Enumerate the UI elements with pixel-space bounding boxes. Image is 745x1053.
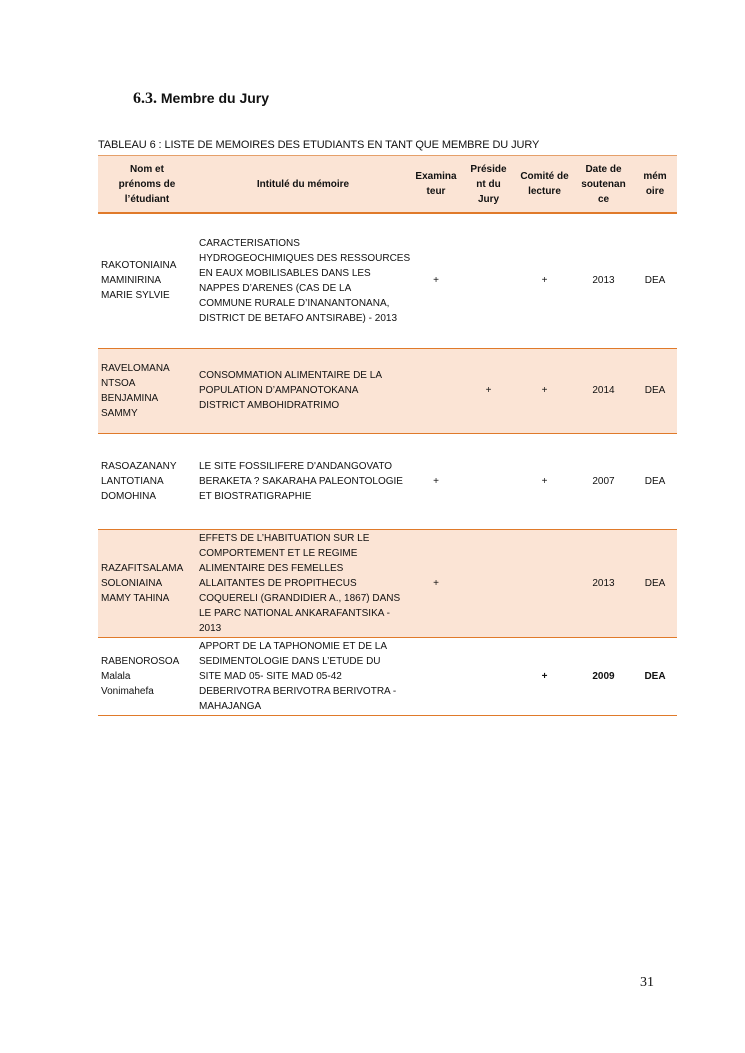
title-line: APPORT DE LA TAPHONOMIE ET DE LA xyxy=(199,640,388,652)
cell-comite: + xyxy=(515,213,574,348)
cell-comite xyxy=(515,529,574,637)
header-line: Nom et xyxy=(130,163,164,175)
table-row xyxy=(98,433,677,529)
title-line: MAHAJANGA xyxy=(199,700,262,712)
cell-name xyxy=(98,529,196,637)
name-line: MAMY TAHINA xyxy=(101,592,170,604)
cell-memoire: DEA xyxy=(633,348,677,433)
title-line: POPULATION D’AMPANOTOKANA xyxy=(199,385,359,396)
title-line: ET BIOSTRATIGRAPHIE xyxy=(199,490,312,502)
title-line: HYDROGEOCHIMIQUES DES RESSOURCES xyxy=(199,252,411,264)
cell-date: 2007 xyxy=(574,433,633,529)
cell-date: 2014 xyxy=(574,348,633,433)
cell-comite: + xyxy=(515,348,574,433)
cell-examinateur: + xyxy=(410,213,462,348)
name-line: SAMMY xyxy=(101,407,138,419)
name-line: MARIE SYLVIE xyxy=(101,290,170,302)
section-title: Membre du Jury xyxy=(160,90,270,106)
title-line: BERAKETA ? SAKARAHA PALEONTOLOGIE xyxy=(199,475,403,487)
header-line: soutenan xyxy=(581,178,626,190)
title-line: CARACTERISATIONS xyxy=(199,237,300,249)
header-date xyxy=(574,156,633,214)
title-line: NAPPES D’ARENES (CAS DE LA xyxy=(199,282,352,294)
title-line: CONSOMMATION ALIMENTAIRE DE LA xyxy=(199,370,382,381)
title-line: SITE MAD 05- SITE MAD 05-42 xyxy=(199,670,342,682)
title-line: SEDIMENTOLOGIE DANS L’ETUDE DU xyxy=(199,655,381,667)
cell-comite: + xyxy=(515,433,574,529)
cell-name xyxy=(98,213,196,348)
header-line: ce xyxy=(597,193,610,205)
header-line: l’étudiant xyxy=(124,193,170,205)
header-line: Préside xyxy=(470,163,507,175)
title-line: COMPORTEMENT ET LE REGIME xyxy=(199,547,358,559)
name-line: RAZAFITSALAMA xyxy=(101,562,184,574)
name-line: RASOAZANANY xyxy=(101,460,177,472)
name-line: Malala xyxy=(101,670,131,682)
table-row xyxy=(98,637,677,715)
title-line: LE PARC NATIONAL ANKARAFANTSIKA - xyxy=(199,607,390,619)
name-line: SOLONIAINA xyxy=(101,577,163,589)
header-line: teur xyxy=(426,186,446,197)
jury-table xyxy=(98,155,677,716)
table-row xyxy=(98,529,677,637)
section-heading xyxy=(133,90,269,108)
cell-date: 2009 xyxy=(574,637,633,715)
title-line: DISTRICT DE BETAFO ANTSIRABE) - 2013 xyxy=(199,312,398,324)
title-line: 2013 xyxy=(199,622,222,634)
header-line: prénoms de xyxy=(118,178,176,190)
title-line: DISTRICT AMBOHIDRATRIMO xyxy=(199,400,340,411)
cell-examinateur: + xyxy=(410,433,462,529)
cell-president xyxy=(462,433,515,529)
header-line: Comité de xyxy=(520,171,569,182)
title-line: COMMUNE RURALE D’INANANTONANA, xyxy=(199,297,390,309)
table-row xyxy=(98,348,677,433)
header-line: Date de xyxy=(585,163,622,175)
cell-comite: + xyxy=(515,637,574,715)
name-line: DOMOHINA xyxy=(101,490,156,502)
header-line: Intitulé du mémoire xyxy=(256,178,350,190)
cell-title xyxy=(196,348,410,433)
title-line: COQUERELI (GRANDIDIER A., 1867) DANS xyxy=(199,592,401,604)
header-line: oire xyxy=(645,186,665,197)
cell-title xyxy=(196,213,410,348)
cell-memoire: DEA xyxy=(633,529,677,637)
header-name xyxy=(98,156,196,214)
cell-date: 2013 xyxy=(574,213,633,348)
name-line: BENJAMINA xyxy=(101,392,159,404)
cell-title xyxy=(196,433,410,529)
name-line: RAKOTONIAINA xyxy=(101,260,177,272)
cell-memoire: DEA xyxy=(633,213,677,348)
title-line: LE SITE FOSSILIFERE D'ANDANGOVATO xyxy=(199,460,393,472)
name-line: NTSOA xyxy=(101,377,136,389)
title-line: ALIMENTAIRE DES FEMELLES xyxy=(199,562,344,574)
cell-president xyxy=(462,529,515,637)
name-line: LANTOTIANA xyxy=(101,475,164,487)
cell-title xyxy=(196,529,410,637)
header-line: Jury xyxy=(477,193,500,205)
header-line: mém xyxy=(643,171,667,182)
name-line: MAMINIRINA xyxy=(101,275,161,287)
name-line: Vonimahefa xyxy=(101,685,154,697)
name-line: RABENOROSOA xyxy=(101,655,180,667)
table-caption: TABLEAU 6 : LISTE DE MEMOIRES DES ETUDIANTS EN TANT QUE MEMBRE DU JURY xyxy=(98,139,540,151)
title-line: EN EAUX MOBILISABLES DANS LES xyxy=(199,267,371,279)
cell-name xyxy=(98,348,196,433)
title-line: EFFETS DE L’HABITUATION SUR LE xyxy=(199,532,370,544)
header-line: lecture xyxy=(528,186,561,197)
cell-name xyxy=(98,637,196,715)
cell-examinateur xyxy=(410,348,462,433)
header-memoire xyxy=(633,156,677,214)
cell-examinateur xyxy=(410,637,462,715)
cell-date: 2013 xyxy=(574,529,633,637)
title-line: ALLAITANTES DE PROPITHECUS xyxy=(199,577,357,589)
cell-name xyxy=(98,433,196,529)
cell-examinateur: + xyxy=(410,529,462,637)
header-line: nt du xyxy=(476,178,501,190)
title-line: DEBERIVOTRA BERIVOTRA BERIVOTRA - xyxy=(199,685,397,697)
header-title xyxy=(196,156,410,214)
table-header-row xyxy=(98,156,677,214)
cell-memoire: DEA xyxy=(633,433,677,529)
section-number: 6.3. xyxy=(133,90,157,107)
cell-memoire: DEA xyxy=(633,637,677,715)
header-line: Examina xyxy=(415,171,457,182)
cell-title xyxy=(196,637,410,715)
page-number: 31 xyxy=(640,975,654,990)
name-line: RAVELOMANA xyxy=(101,362,170,374)
cell-president xyxy=(462,637,515,715)
header-examinateur xyxy=(410,156,462,214)
header-president xyxy=(462,156,515,214)
cell-president xyxy=(462,213,515,348)
header-comite xyxy=(515,156,574,214)
cell-president: + xyxy=(462,348,515,433)
table-row xyxy=(98,213,677,348)
